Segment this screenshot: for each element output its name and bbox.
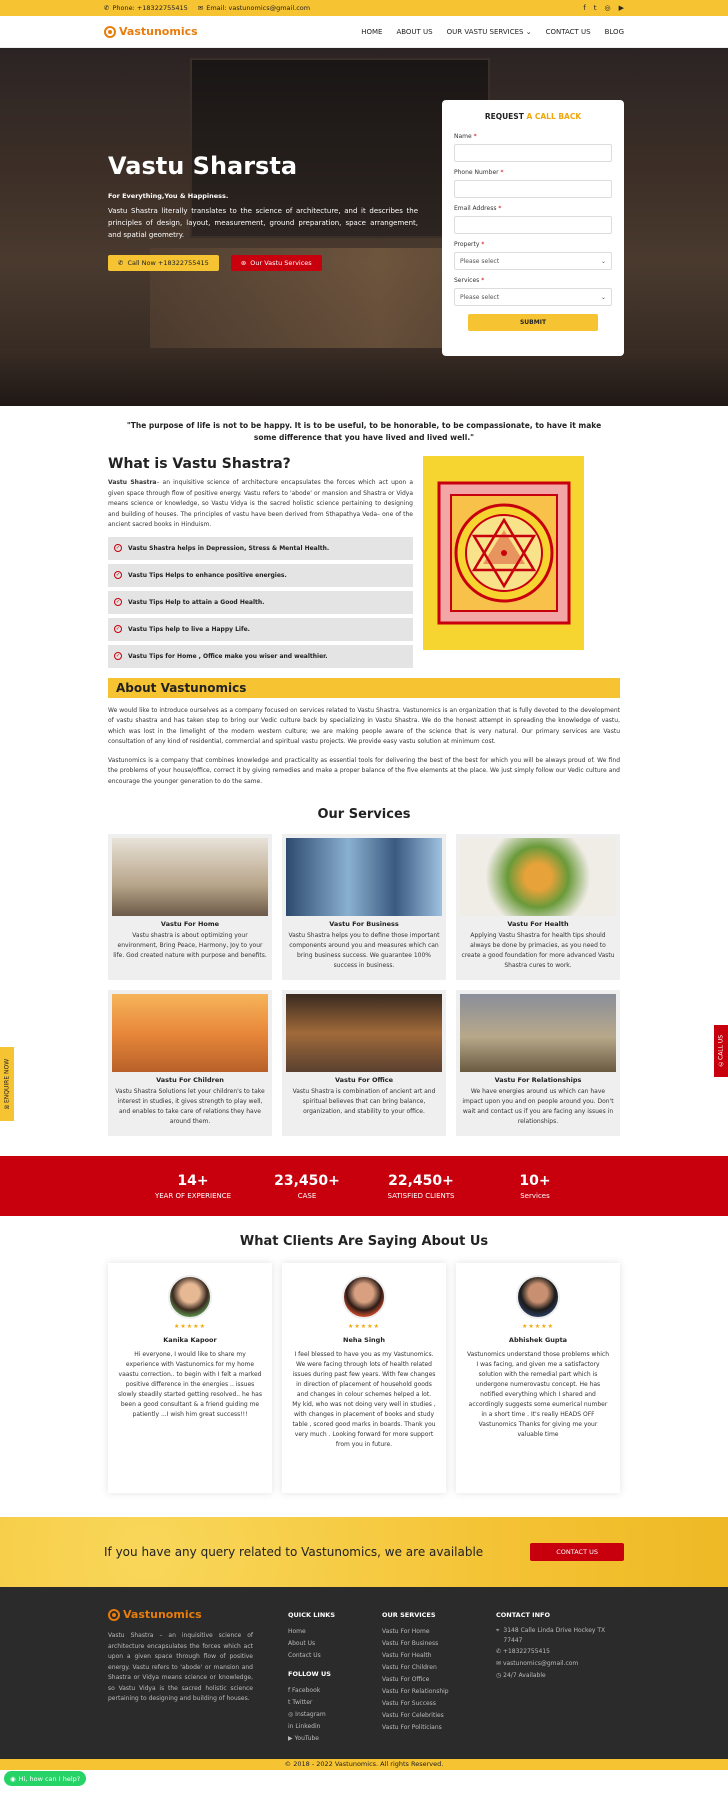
family-image bbox=[460, 994, 616, 1072]
callback-title: REQUEST A CALL BACK bbox=[484, 112, 582, 121]
check-circle-icon: ✓ bbox=[115, 572, 121, 578]
footer-link-contact[interactable]: Contact Us bbox=[288, 1652, 321, 1659]
testimonials-title: What Clients Are Saying About Us bbox=[239, 1234, 489, 1249]
footer-service-link[interactable]: Vastu For Politicians bbox=[382, 1724, 442, 1731]
facebook-icon: f bbox=[288, 1687, 291, 1694]
hero-description: Vastu Shastra literally translates to the science of architecture, and it describes the principles of design, layout, measurement, ground preparation, space arrangement, and spatial geometry. bbox=[108, 207, 418, 239]
sun-logo-icon bbox=[104, 26, 116, 38]
facebook-icon[interactable]: f bbox=[583, 4, 586, 12]
phone-icon: ✆ bbox=[104, 4, 110, 12]
stat-clients: 22,450+ SATISFIED CLIENTS bbox=[387, 1172, 455, 1200]
nav-blog[interactable]: BLOG bbox=[604, 27, 624, 36]
footer-linkedin[interactable]: in Linkedin bbox=[288, 1723, 321, 1730]
rating-stars: ★★★★★ bbox=[174, 1323, 206, 1330]
about-title: About Vastunomics bbox=[108, 678, 620, 698]
footer-about: Vastu Shastra – an inquisitive science of architecture encapsulates the forces which act upon a given space through flow of positive energy. Vastu refers to 'abode' or mansion and Shastra or Vidya means science or knowledge, so Vastu Vidya is the sacred holistic science pertaining to designing and building of houses. bbox=[108, 1632, 253, 1702]
footer-address: ⌖ 3148 Calle Linda Drive Hockey TX 77447 bbox=[496, 1627, 606, 1644]
services-title: Our Services bbox=[317, 807, 411, 822]
footer-phone[interactable]: ✆ +18322755415 bbox=[496, 1648, 550, 1655]
nav-contact[interactable]: CONTACT US bbox=[545, 27, 591, 36]
healthy-food-image bbox=[460, 838, 616, 916]
stat-services: 10+ Services bbox=[519, 1172, 551, 1200]
footer-service-link[interactable]: Vastu For Office bbox=[382, 1676, 430, 1683]
footer-link-home[interactable]: Home bbox=[288, 1628, 306, 1635]
check-circle-icon: ✓ bbox=[115, 653, 121, 659]
submit-button[interactable]: SUBMIT bbox=[468, 314, 598, 331]
our-services-button[interactable]: ⊛ Our Vastu Services bbox=[231, 255, 322, 271]
location-pin-icon: ⌖ bbox=[496, 1627, 500, 1634]
children-beach-image bbox=[112, 994, 268, 1072]
chevron-down-icon: ⌄ bbox=[600, 293, 606, 301]
email-input[interactable] bbox=[454, 216, 612, 234]
benefit-item: ✓ Vastu Tips for Home , Office make you wiser and wealthier. bbox=[108, 645, 413, 668]
service-card-relationships[interactable]: Vastu For Relationships We have energies around us which can have impact upon you and on people around you. Don't wait and contact us if you are facing any issues in relationships. bbox=[456, 990, 620, 1136]
whatsapp-icon: ◉ bbox=[10, 1774, 16, 1783]
skyscraper-image bbox=[286, 838, 442, 916]
stat-cases: 23,450+ CASE bbox=[274, 1172, 340, 1200]
service-card-health[interactable]: Vastu For Health Applying Vastu Shastra for health tips should always be done by primacies, as you need to create a good foundation for more advanced Vastu Shastra cures to work. bbox=[456, 834, 620, 980]
hero-title: Vastu Sharsta bbox=[108, 152, 298, 180]
footer-service-link[interactable]: Vastu For Children bbox=[382, 1664, 437, 1671]
avatar bbox=[342, 1275, 386, 1319]
footer-logo[interactable]: Vastunomics bbox=[108, 1609, 288, 1621]
office-image bbox=[286, 994, 442, 1072]
mail-icon: ✉ bbox=[197, 4, 204, 12]
service-card-children[interactable]: Vastu For Children Vastu Shastra Solutions let your children's to take interest in studies, it gives strength to play well, and enables to take care of relations they have around them. bbox=[108, 990, 272, 1136]
footer-service-link[interactable]: Vastu For Success bbox=[382, 1700, 436, 1707]
avatar bbox=[516, 1275, 560, 1319]
footer-facebook[interactable]: f Facebook bbox=[288, 1687, 321, 1694]
benefit-item: ✓ Vastu Tips Help to attain a Good Health. bbox=[108, 591, 413, 614]
chevron-down-icon: ⌄ bbox=[600, 257, 606, 265]
check-circle-icon: ✓ bbox=[115, 599, 121, 605]
phone-icon: ✆ bbox=[717, 1060, 725, 1068]
service-card-home[interactable]: Vastu For Home Vastu shastra is about optimizing your environment, Bring Peace, Harmony, Joy to your life. God created nature with purpose and benefits. bbox=[108, 834, 272, 980]
call-us-tab[interactable]: ✆ CALL US bbox=[714, 1025, 728, 1077]
services-select[interactable]: Please select ⌄ bbox=[454, 288, 612, 306]
callback-form: REQUEST A CALL BACK Name * Phone Number * Email Address * Property * Please select ⌄ Services * Please select ⌄ SUBMIT bbox=[442, 100, 624, 356]
sri-yantra-image bbox=[423, 456, 584, 650]
twitter-icon[interactable]: t bbox=[593, 4, 597, 12]
avatar bbox=[168, 1275, 212, 1319]
phone-input[interactable] bbox=[454, 180, 612, 198]
whatsapp-chat-button[interactable]: ◉ Hi, how can I help? bbox=[4, 1771, 86, 1786]
service-card-business[interactable]: Vastu For Business Vastu Shastra helps you to define those important components around you and measures which can bring business success. We guarantee 100% success in business. bbox=[282, 834, 446, 980]
stats-bar bbox=[0, 1156, 728, 1216]
service-card-office[interactable]: Vastu For Office Vastu Shastra is combination of ancient art and spiritual believes that can bring balance, organization, and stability to your office. bbox=[282, 990, 446, 1136]
main-nav bbox=[0, 16, 728, 48]
footer: Vastunomics Vastu Shastra – an inquisitive science of architecture encapsulates the forces which act upon a given space through flow of positive energy. Vastu refers to 'abode' or mansion and Shastra or Vidya means science or knowledge, so Vastu Vidya is the sacred holistic science pertaining to designing and building of houses. QUICK LINKS Home About Us Contact Us FOLLOW US f Facebook t Twitter ◎ Instagram in Linkedin ▶ YouTube OUR SERVICES Vastu For Home Vastu For Business Vastu For Health Vastu For Children Vastu For Office Vastu For Relationship Vastu For Success Vastu For Celebrities Vastu For Politicians CONTACT INFO ⌖ 3148 Calle Linda Drive Hockey TX 77447 ✆ +18322755415 ✉ vastunomics@gmail.com ◷ 24/7 Available bbox=[0, 1587, 728, 1759]
phone-icon: ✆ bbox=[118, 259, 124, 267]
name-input[interactable] bbox=[454, 144, 612, 162]
rating-stars: ★★★★★ bbox=[348, 1323, 380, 1330]
footer-youtube[interactable]: ▶ YouTube bbox=[288, 1735, 319, 1742]
check-circle-icon: ✓ bbox=[115, 626, 121, 632]
site-logo[interactable]: Vastunomics bbox=[104, 25, 198, 38]
hero-banner bbox=[0, 48, 728, 406]
top-bar bbox=[0, 0, 728, 16]
enquire-now-tab[interactable]: ✉ ENQUIRE NOW bbox=[0, 1047, 14, 1121]
footer-service-link[interactable]: Vastu For Health bbox=[382, 1652, 432, 1659]
mail-icon: ✉ bbox=[496, 1660, 502, 1667]
living-room-image bbox=[112, 838, 268, 916]
phone-contact[interactable]: ✆ Phone: +18322755415 bbox=[104, 4, 188, 12]
youtube-icon: ▶ bbox=[288, 1735, 293, 1742]
query-text: If you have any query related to Vastunomics, we are available bbox=[104, 1545, 484, 1559]
query-banner bbox=[0, 1517, 728, 1587]
sun-logo-icon bbox=[108, 1609, 120, 1621]
testimonial-card: ★★★★★ Neha Singh I feel blessed to have you as my Vastunomics. We were facing through lots of health related issues during past few years. With few changes in direction of placement of household goods and changes in colour schemes helped a lot. My kid, who was not doing very well in studies , with changes in placement of books and study table , scored good marks in boards. Thank you very much . Looking forward for more support from you in future. bbox=[282, 1263, 446, 1493]
hero-background-floor bbox=[0, 348, 728, 406]
linkedin-icon: in bbox=[288, 1723, 294, 1730]
nav-about[interactable]: ABOUT US bbox=[396, 27, 433, 36]
whatis-title: What is Vastu Shastra? bbox=[108, 456, 291, 472]
footer-twitter[interactable]: t Twitter bbox=[288, 1699, 313, 1706]
property-select[interactable]: Please select ⌄ bbox=[454, 252, 612, 270]
benefit-item: ✓ Vastu Tips Helps to enhance positive energies. bbox=[108, 564, 413, 587]
twitter-icon: t bbox=[288, 1699, 291, 1706]
circle-arrow-icon: ⊛ bbox=[240, 259, 247, 267]
phone-icon: ✆ bbox=[496, 1648, 502, 1655]
rating-stars: ★★★★★ bbox=[522, 1323, 554, 1330]
footer-service-link[interactable]: Vastu For Business bbox=[382, 1640, 439, 1647]
stat-experience: 14+ YEAR OF EXPERIENCE bbox=[154, 1172, 232, 1200]
testimonial-card: ★★★★★ Abhishek Gupta Vastunomics understand those problems which I was facing, and given me a satisfactory solution with the remedial part which is undergone numerovastu concept. He has notified everything which I shared and accordingly suggests some eumerical number in a short time . It's really HEADS OFF Vastunomics Thanks for giving me your valuable time bbox=[456, 1263, 620, 1493]
benefit-item: ✓ Vastu Tips help to live a Happy Life. bbox=[108, 618, 413, 641]
nav-home[interactable]: HOME bbox=[361, 27, 383, 36]
nav-services[interactable]: OUR VASTU SERVICES ⌄ bbox=[446, 27, 532, 36]
instagram-icon[interactable]: ◎ bbox=[604, 4, 611, 12]
hero-tagline: For Everything,You & Happiness. bbox=[108, 192, 229, 200]
youtube-icon[interactable]: ▶ bbox=[618, 4, 624, 12]
about-paragraph: We would like to introduce ourselves as a company focused on services related to Vastu Shastra. Vastunomics is an organization that is fully devoted to the development of vastu shastra and has taken step to bring our Vedic culture back by specializing in Vastu Shastra. We do the honest attempt in spreading the knowledge of vastu, which was lost in the limelight of the modern western culture; we are making people aware of the science that is very natural. Our primary services are Vastu consultation of any kind of residential, commercial and spiritual vastu projects. We provide easy vastu solution at minimum cost. bbox=[108, 706, 620, 745]
benefit-item: ✓ Vastu Shastra helps in Depression, Stress & Mental Health. bbox=[108, 537, 413, 560]
footer-email[interactable]: ✉ vastunomics@gmail.com bbox=[496, 1660, 579, 1667]
check-circle-icon: ✓ bbox=[115, 545, 121, 551]
copyright: © 2018 - 2022 Vastunomics. All rights Reserved. bbox=[0, 1759, 728, 1770]
testimonial-card: ★★★★★ Kanika Kapoor Hi everyone, I would like to share my experience with Vastunomics for my home vaastu correction.. to begin with I felt a marked positive difference in the energies .. issues slowly steadily started getting resolved.. he has been a good consultant & a friend guiding me patiently ...I wish him great success!!! bbox=[108, 1263, 272, 1493]
about-paragraph: Vastunomics is a company that combines knowledge and practicality as essential tools for delivering the best of the best for which you will be always proud of. We find the problems of your house/office, correct it by giving remedies and make a proper balance of the five elements at the place. We just simply follow our Vedic culture and encourage the younger generation to do the same. bbox=[108, 756, 620, 785]
call-now-button[interactable]: ✆ Call Now +18322755415 bbox=[108, 255, 219, 271]
instagram-icon: ◎ bbox=[288, 1711, 294, 1718]
mail-icon: ✉ bbox=[3, 1102, 11, 1110]
footer-hours: ◷ 24/7 Available bbox=[496, 1672, 546, 1679]
clock-icon: ◷ bbox=[496, 1672, 502, 1679]
whatis-text: Vastu Shastra– an inquisitive science of architecture encapsulates the forces which act upon a given space through flow of positive energy. Vastu refers to 'abode' or mansion and Shastra or Vidya means science or knowledge, so Vastu Vidya is the sacred holistic science pertaining to designing and building of houses. The principles of vastu have been derived from Sthapathya Veda– one of the ancient sacred books in Hinduism. bbox=[108, 479, 413, 528]
footer-instagram[interactable]: ◎ Instagram bbox=[288, 1711, 326, 1718]
contact-us-button[interactable]: CONTACT US bbox=[530, 1543, 624, 1561]
quote-text: "The purpose of life is not to be happy. It is to be useful, to be honorable, to be compassionate, to have it make some difference that you have lived and lived well." bbox=[126, 421, 602, 442]
chevron-down-icon: ⌄ bbox=[525, 27, 532, 36]
footer-service-link[interactable]: Vastu For Celebrities bbox=[382, 1712, 444, 1719]
footer-service-link[interactable]: Vastu For Relationship bbox=[382, 1688, 449, 1695]
email-contact[interactable]: ✉ Email: vastunomics@gmail.com bbox=[197, 4, 311, 12]
footer-link-about[interactable]: About Us bbox=[288, 1640, 316, 1647]
footer-service-link[interactable]: Vastu For Home bbox=[382, 1628, 430, 1635]
